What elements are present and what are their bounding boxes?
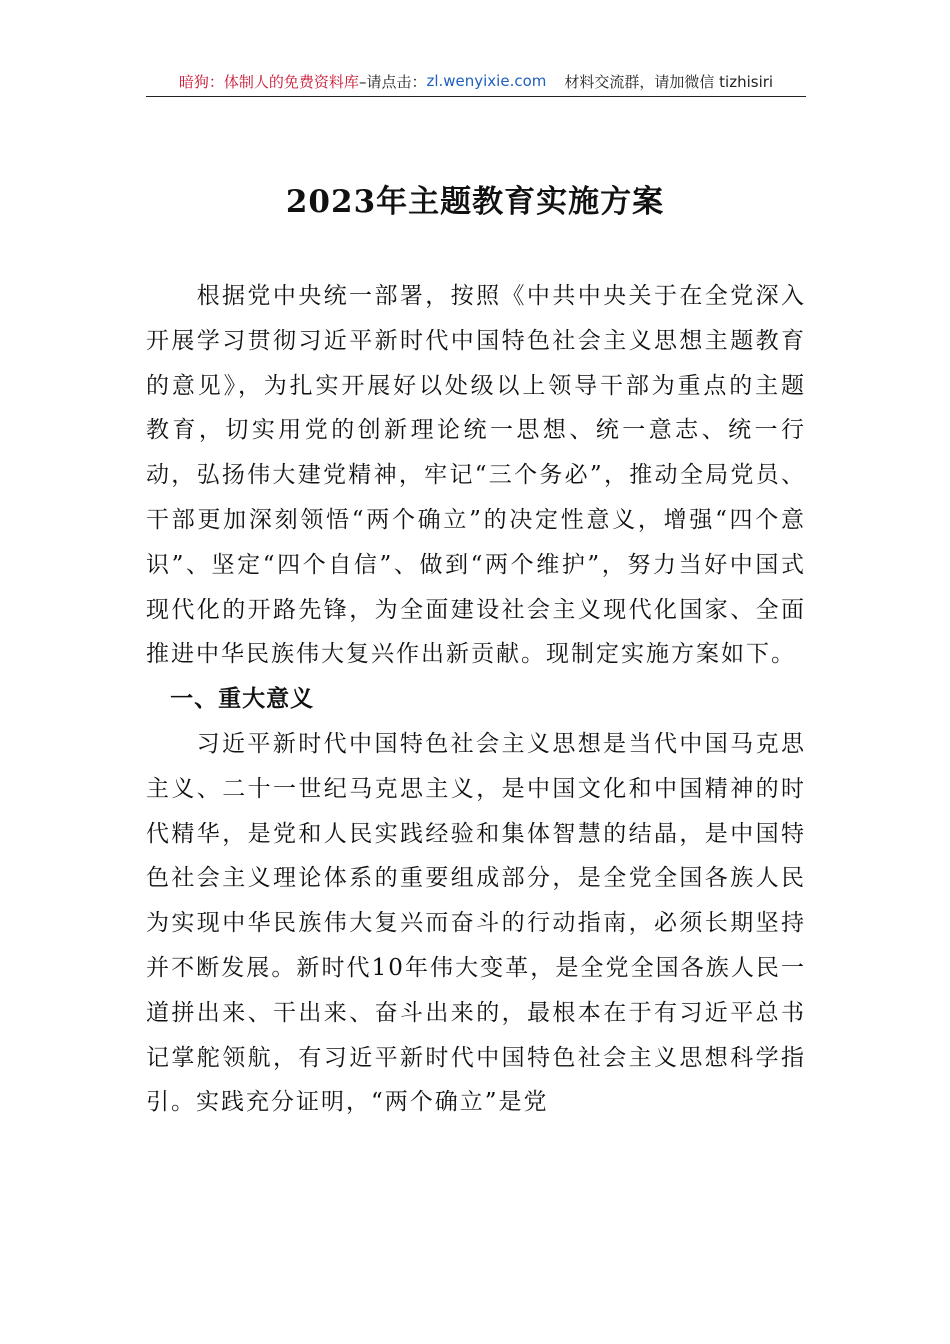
- page-header: [146, 66, 806, 97]
- document-body: [146, 274, 806, 1125]
- section-heading-significance: 一、重大意义: [170, 686, 315, 713]
- header-source-label: 暗狗：体制人的免费资料库: [178, 72, 359, 91]
- header-site-link[interactable]: zl.wenyixie.com: [426, 72, 547, 90]
- header-click-prompt: –请点击：: [358, 72, 427, 91]
- header-group-note: 材料交流群，请加微信 tizhisiri: [564, 72, 774, 91]
- section-1-paragraph: 习近平新时代中国特色社会主义思想是当代中国马克思主义、二十一世纪马克思主义，是中国文化和中国精神的时代精华，是党和人民实践经验和集体智慧的结晶，是中国特色社会主义理论体系的重要组成部分，是全党全国各族人民为实现中华民族伟大复兴而奋斗的行动指南，必须长期坚持并不断发展。新时代10年伟大变革，是全党全国各族人民一道拼出来、干出来、奋斗出来的，最根本在于有习近平总书记掌舵领航，有习近平新时代中国特色社会主义思想科学指引。实践充分证明，“两个确立”是党: [146, 730, 806, 1116]
- document-title: 2023年主题教育实施方案: [285, 184, 665, 220]
- intro-paragraph: 根据党中央统一部署，按照《中共中央关于在全党深入开展学习贯彻习近平新时代中国特色社会主义思想主题教育的意见》，为扎实开展好以处级以上领导干部为重点的主题教育，切实用党的创新理论统一思想、统一意志、统一行动，弘扬伟大建党精神，牢记“三个务必”，推动全局党员、干部更加深刻领悟“两个确立”的决定性意义，增强“四个意识”、坚定“四个自信”、做到“两个维护”，努力当好中国式现代化的开路先锋，为全面建设社会主义现代化国家、全面推进中华民族伟大复兴作出新贡献。现制定实施方案如下。: [146, 283, 806, 668]
